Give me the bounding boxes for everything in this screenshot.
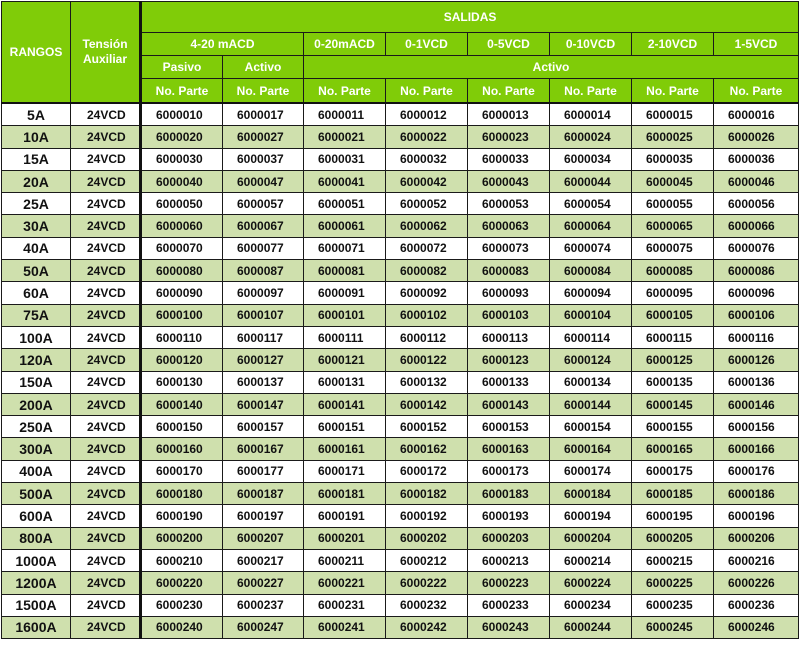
tension-cell: 24VCD bbox=[71, 304, 141, 326]
table-row bbox=[2, 393, 799, 415]
part-number-cell: 6000136 bbox=[714, 371, 799, 393]
part-number-cell: 6000047 bbox=[223, 170, 304, 192]
tension-cell: 24VCD bbox=[71, 527, 141, 549]
part-number-cell: 6000246 bbox=[714, 616, 799, 638]
part-number-cell: 6000102 bbox=[386, 304, 468, 326]
header-part-number: No. Parte bbox=[141, 79, 223, 104]
rango-cell: 800A bbox=[2, 527, 71, 549]
part-number-cell: 6000172 bbox=[386, 460, 468, 482]
tension-cell: 24VCD bbox=[71, 193, 141, 215]
header-part-number: No. Parte bbox=[386, 79, 468, 104]
part-number-cell: 6000224 bbox=[550, 572, 632, 594]
tension-cell: 24VCD bbox=[71, 349, 141, 371]
part-number-cell: 6000027 bbox=[223, 126, 304, 148]
part-number-cell: 6000201 bbox=[304, 527, 386, 549]
part-number-cell: 6000055 bbox=[632, 193, 714, 215]
table-row bbox=[2, 416, 799, 438]
rango-cell: 25A bbox=[2, 193, 71, 215]
part-number-cell: 6000064 bbox=[550, 215, 632, 237]
part-number-cell: 6000014 bbox=[550, 103, 632, 126]
header-activo: Activo bbox=[223, 56, 304, 79]
part-number-cell: 6000234 bbox=[550, 594, 632, 616]
part-number-cell: 6000025 bbox=[632, 126, 714, 148]
rango-cell: 1000A bbox=[2, 549, 71, 571]
header-output-0-5v: 0-5VCD bbox=[468, 33, 550, 56]
part-number-cell: 6000181 bbox=[304, 483, 386, 505]
part-number-cell: 6000043 bbox=[468, 170, 550, 192]
part-number-cell: 6000121 bbox=[304, 349, 386, 371]
table-row bbox=[2, 126, 799, 148]
tension-cell: 24VCD bbox=[71, 326, 141, 348]
part-number-cell: 6000144 bbox=[550, 393, 632, 415]
part-number-cell: 6000203 bbox=[468, 527, 550, 549]
part-number-cell: 6000216 bbox=[714, 549, 799, 571]
table-row bbox=[2, 572, 799, 594]
part-number-cell: 6000222 bbox=[386, 572, 468, 594]
part-number-cell: 6000065 bbox=[632, 215, 714, 237]
part-number-cell: 6000060 bbox=[141, 215, 223, 237]
table-row bbox=[2, 193, 799, 215]
table-row bbox=[2, 594, 799, 616]
tension-cell: 24VCD bbox=[71, 549, 141, 571]
part-number-cell: 6000143 bbox=[468, 393, 550, 415]
table-row bbox=[2, 460, 799, 482]
part-number-cell: 6000080 bbox=[141, 260, 223, 282]
part-number-cell: 6000076 bbox=[714, 237, 799, 259]
part-number-cell: 6000100 bbox=[141, 304, 223, 326]
part-number-cell: 6000087 bbox=[223, 260, 304, 282]
tension-cell: 24VCD bbox=[71, 371, 141, 393]
table-row bbox=[2, 326, 799, 348]
part-number-cell: 6000091 bbox=[304, 282, 386, 304]
part-number-cell: 6000154 bbox=[550, 416, 632, 438]
part-number-cell: 6000125 bbox=[632, 349, 714, 371]
part-number-cell: 6000236 bbox=[714, 594, 799, 616]
part-number-cell: 6000021 bbox=[304, 126, 386, 148]
table-row bbox=[2, 237, 799, 259]
part-number-cell: 6000090 bbox=[141, 282, 223, 304]
tension-cell: 24VCD bbox=[71, 260, 141, 282]
part-number-cell: 6000192 bbox=[386, 505, 468, 527]
rango-cell: 50A bbox=[2, 260, 71, 282]
part-number-cell: 6000241 bbox=[304, 616, 386, 638]
part-number-cell: 6000233 bbox=[468, 594, 550, 616]
part-number-cell: 6000223 bbox=[468, 572, 550, 594]
rango-cell: 75A bbox=[2, 304, 71, 326]
part-number-cell: 6000151 bbox=[304, 416, 386, 438]
part-number-cell: 6000132 bbox=[386, 371, 468, 393]
part-number-cell: 6000127 bbox=[223, 349, 304, 371]
part-number-cell: 6000182 bbox=[386, 483, 468, 505]
part-number-cell: 6000175 bbox=[632, 460, 714, 482]
part-number-cell: 6000156 bbox=[714, 416, 799, 438]
part-number-cell: 6000113 bbox=[468, 326, 550, 348]
part-number-cell: 6000015 bbox=[632, 103, 714, 126]
part-number-cell: 6000187 bbox=[223, 483, 304, 505]
part-number-cell: 6000093 bbox=[468, 282, 550, 304]
rango-cell: 40A bbox=[2, 237, 71, 259]
table-row bbox=[2, 549, 799, 571]
part-number-cell: 6000062 bbox=[386, 215, 468, 237]
part-number-cell: 6000164 bbox=[550, 438, 632, 460]
table-row bbox=[2, 438, 799, 460]
part-number-cell: 6000041 bbox=[304, 170, 386, 192]
header-rangos: RANGOS bbox=[2, 2, 71, 104]
part-number-cell: 6000231 bbox=[304, 594, 386, 616]
part-number-cell: 6000140 bbox=[141, 393, 223, 415]
part-number-cell: 6000165 bbox=[632, 438, 714, 460]
part-number-cell: 6000016 bbox=[714, 103, 799, 126]
part-number-cell: 6000205 bbox=[632, 527, 714, 549]
part-number-cell: 6000044 bbox=[550, 170, 632, 192]
part-number-cell: 6000244 bbox=[550, 616, 632, 638]
part-number-cell: 6000237 bbox=[223, 594, 304, 616]
part-number-cell: 6000094 bbox=[550, 282, 632, 304]
part-number-cell: 6000194 bbox=[550, 505, 632, 527]
table-row bbox=[2, 148, 799, 170]
part-number-cell: 6000213 bbox=[468, 549, 550, 571]
part-number-cell: 6000176 bbox=[714, 460, 799, 482]
tension-cell: 24VCD bbox=[71, 483, 141, 505]
part-number-cell: 6000052 bbox=[386, 193, 468, 215]
part-number-cell: 6000105 bbox=[632, 304, 714, 326]
rango-cell: 10A bbox=[2, 126, 71, 148]
tension-cell: 24VCD bbox=[71, 438, 141, 460]
part-number-cell: 6000057 bbox=[223, 193, 304, 215]
header-pasivo: Pasivo bbox=[141, 56, 223, 79]
part-number-cell: 6000210 bbox=[141, 549, 223, 571]
tension-cell: 24VCD bbox=[71, 505, 141, 527]
part-number-cell: 6000166 bbox=[714, 438, 799, 460]
table-row bbox=[2, 282, 799, 304]
table-row bbox=[2, 215, 799, 237]
table-row bbox=[2, 170, 799, 192]
part-number-cell: 6000051 bbox=[304, 193, 386, 215]
part-number-cell: 6000134 bbox=[550, 371, 632, 393]
part-number-cell: 6000130 bbox=[141, 371, 223, 393]
tension-cell: 24VCD bbox=[71, 126, 141, 148]
part-number-cell: 6000101 bbox=[304, 304, 386, 326]
part-number-cell: 6000123 bbox=[468, 349, 550, 371]
part-number-cell: 6000035 bbox=[632, 148, 714, 170]
part-number-cell: 6000190 bbox=[141, 505, 223, 527]
part-number-cell: 6000092 bbox=[386, 282, 468, 304]
tension-cell: 24VCD bbox=[71, 103, 141, 126]
header-output-0-1v: 0-1VCD bbox=[386, 33, 468, 56]
part-number-cell: 6000215 bbox=[632, 549, 714, 571]
part-number-cell: 6000026 bbox=[714, 126, 799, 148]
part-number-cell: 6000011 bbox=[304, 103, 386, 126]
part-number-cell: 6000141 bbox=[304, 393, 386, 415]
part-number-cell: 6000133 bbox=[468, 371, 550, 393]
part-number-cell: 6000146 bbox=[714, 393, 799, 415]
rango-cell: 200A bbox=[2, 393, 71, 415]
part-number-cell: 6000137 bbox=[223, 371, 304, 393]
rango-cell: 15A bbox=[2, 148, 71, 170]
part-number-cell: 6000036 bbox=[714, 148, 799, 170]
rango-cell: 1500A bbox=[2, 594, 71, 616]
part-number-cell: 6000150 bbox=[141, 416, 223, 438]
part-number-cell: 6000067 bbox=[223, 215, 304, 237]
part-number-cell: 6000072 bbox=[386, 237, 468, 259]
header-part-number: No. Parte bbox=[714, 79, 799, 104]
part-number-cell: 6000112 bbox=[386, 326, 468, 348]
header-part-number: No. Parte bbox=[550, 79, 632, 104]
part-number-cell: 6000073 bbox=[468, 237, 550, 259]
tension-cell: 24VCD bbox=[71, 215, 141, 237]
part-number-cell: 6000163 bbox=[468, 438, 550, 460]
parts-table bbox=[1, 1, 799, 639]
part-number-cell: 6000200 bbox=[141, 527, 223, 549]
part-number-cell: 6000157 bbox=[223, 416, 304, 438]
part-number-cell: 6000124 bbox=[550, 349, 632, 371]
part-number-cell: 6000056 bbox=[714, 193, 799, 215]
header-part-number: No. Parte bbox=[304, 79, 386, 104]
part-number-cell: 6000066 bbox=[714, 215, 799, 237]
part-number-cell: 6000075 bbox=[632, 237, 714, 259]
part-number-cell: 6000197 bbox=[223, 505, 304, 527]
part-number-cell: 6000012 bbox=[386, 103, 468, 126]
table-row bbox=[2, 483, 799, 505]
part-number-cell: 6000131 bbox=[304, 371, 386, 393]
part-number-cell: 6000145 bbox=[632, 393, 714, 415]
header-tension-line1: Tensión bbox=[82, 37, 128, 51]
part-number-cell: 6000115 bbox=[632, 326, 714, 348]
table-row bbox=[2, 304, 799, 326]
part-number-cell: 6000106 bbox=[714, 304, 799, 326]
rango-cell: 5A bbox=[2, 103, 71, 126]
tension-cell: 24VCD bbox=[71, 148, 141, 170]
part-number-cell: 6000240 bbox=[141, 616, 223, 638]
part-number-cell: 6000086 bbox=[714, 260, 799, 282]
part-number-cell: 6000193 bbox=[468, 505, 550, 527]
part-number-cell: 6000177 bbox=[223, 460, 304, 482]
part-number-cell: 6000110 bbox=[141, 326, 223, 348]
part-number-cell: 6000243 bbox=[468, 616, 550, 638]
table-row bbox=[2, 616, 799, 638]
header-output-0-20ma: 0-20mACD bbox=[304, 33, 386, 56]
header-output-1-5v: 1-5VCD bbox=[714, 33, 799, 56]
part-number-cell: 6000225 bbox=[632, 572, 714, 594]
part-number-cell: 6000054 bbox=[550, 193, 632, 215]
part-number-cell: 6000155 bbox=[632, 416, 714, 438]
table-row bbox=[2, 260, 799, 282]
part-number-cell: 6000126 bbox=[714, 349, 799, 371]
part-number-cell: 6000242 bbox=[386, 616, 468, 638]
part-number-cell: 6000185 bbox=[632, 483, 714, 505]
part-number-cell: 6000042 bbox=[386, 170, 468, 192]
part-number-cell: 6000107 bbox=[223, 304, 304, 326]
table-row bbox=[2, 349, 799, 371]
part-number-cell: 6000071 bbox=[304, 237, 386, 259]
header-tension-line2: Auxiliar bbox=[82, 52, 127, 66]
table-body bbox=[2, 103, 799, 639]
part-number-cell: 6000122 bbox=[386, 349, 468, 371]
header-salidas: SALIDAS bbox=[141, 2, 799, 33]
part-number-cell: 6000031 bbox=[304, 148, 386, 170]
part-number-cell: 6000081 bbox=[304, 260, 386, 282]
part-number-cell: 6000227 bbox=[223, 572, 304, 594]
part-number-cell: 6000142 bbox=[386, 393, 468, 415]
header-tension-auxiliar bbox=[71, 2, 141, 104]
part-number-cell: 6000226 bbox=[714, 572, 799, 594]
part-number-cell: 6000010 bbox=[141, 103, 223, 126]
rango-cell: 500A bbox=[2, 483, 71, 505]
table-header bbox=[2, 2, 799, 104]
header-part-number: No. Parte bbox=[468, 79, 550, 104]
rango-cell: 600A bbox=[2, 505, 71, 527]
part-number-cell: 6000020 bbox=[141, 126, 223, 148]
header-output-4-20ma: 4-20 mACD bbox=[141, 33, 304, 56]
part-number-cell: 6000095 bbox=[632, 282, 714, 304]
rango-cell: 300A bbox=[2, 438, 71, 460]
part-number-cell: 6000235 bbox=[632, 594, 714, 616]
part-number-cell: 6000034 bbox=[550, 148, 632, 170]
rango-cell: 1600A bbox=[2, 616, 71, 638]
part-number-cell: 6000030 bbox=[141, 148, 223, 170]
part-number-cell: 6000083 bbox=[468, 260, 550, 282]
part-number-cell: 6000245 bbox=[632, 616, 714, 638]
header-part-number: No. Parte bbox=[223, 79, 304, 104]
part-number-cell: 6000232 bbox=[386, 594, 468, 616]
part-number-cell: 6000247 bbox=[223, 616, 304, 638]
tension-cell: 24VCD bbox=[71, 460, 141, 482]
part-number-cell: 6000053 bbox=[468, 193, 550, 215]
parts-table-container bbox=[1, 1, 798, 639]
rango-cell: 120A bbox=[2, 349, 71, 371]
part-number-cell: 6000114 bbox=[550, 326, 632, 348]
part-number-cell: 6000084 bbox=[550, 260, 632, 282]
part-number-cell: 6000207 bbox=[223, 527, 304, 549]
rango-cell: 100A bbox=[2, 326, 71, 348]
rango-cell: 250A bbox=[2, 416, 71, 438]
part-number-cell: 6000184 bbox=[550, 483, 632, 505]
part-number-cell: 6000167 bbox=[223, 438, 304, 460]
part-number-cell: 6000037 bbox=[223, 148, 304, 170]
part-number-cell: 6000171 bbox=[304, 460, 386, 482]
part-number-cell: 6000170 bbox=[141, 460, 223, 482]
table-row bbox=[2, 371, 799, 393]
part-number-cell: 6000186 bbox=[714, 483, 799, 505]
part-number-cell: 6000217 bbox=[223, 549, 304, 571]
tension-cell: 24VCD bbox=[71, 170, 141, 192]
part-number-cell: 6000162 bbox=[386, 438, 468, 460]
part-number-cell: 6000221 bbox=[304, 572, 386, 594]
part-number-cell: 6000040 bbox=[141, 170, 223, 192]
part-number-cell: 6000061 bbox=[304, 215, 386, 237]
tension-cell: 24VCD bbox=[71, 237, 141, 259]
part-number-cell: 6000230 bbox=[141, 594, 223, 616]
header-part-number: No. Parte bbox=[632, 79, 714, 104]
part-number-cell: 6000017 bbox=[223, 103, 304, 126]
rango-cell: 400A bbox=[2, 460, 71, 482]
tension-cell: 24VCD bbox=[71, 594, 141, 616]
part-number-cell: 6000032 bbox=[386, 148, 468, 170]
table-row bbox=[2, 103, 799, 126]
part-number-cell: 6000045 bbox=[632, 170, 714, 192]
rango-cell: 150A bbox=[2, 371, 71, 393]
tension-cell: 24VCD bbox=[71, 393, 141, 415]
part-number-cell: 6000153 bbox=[468, 416, 550, 438]
part-number-cell: 6000104 bbox=[550, 304, 632, 326]
part-number-cell: 6000046 bbox=[714, 170, 799, 192]
tension-cell: 24VCD bbox=[71, 616, 141, 638]
part-number-cell: 6000063 bbox=[468, 215, 550, 237]
part-number-cell: 6000013 bbox=[468, 103, 550, 126]
part-number-cell: 6000220 bbox=[141, 572, 223, 594]
part-number-cell: 6000206 bbox=[714, 527, 799, 549]
rango-cell: 60A bbox=[2, 282, 71, 304]
part-number-cell: 6000212 bbox=[386, 549, 468, 571]
part-number-cell: 6000174 bbox=[550, 460, 632, 482]
part-number-cell: 6000160 bbox=[141, 438, 223, 460]
rango-cell: 20A bbox=[2, 170, 71, 192]
part-number-cell: 6000096 bbox=[714, 282, 799, 304]
part-number-cell: 6000023 bbox=[468, 126, 550, 148]
part-number-cell: 6000183 bbox=[468, 483, 550, 505]
part-number-cell: 6000152 bbox=[386, 416, 468, 438]
header-output-0-10v: 0-10VCD bbox=[550, 33, 632, 56]
part-number-cell: 6000202 bbox=[386, 527, 468, 549]
header-output-2-10v: 2-10VCD bbox=[632, 33, 714, 56]
tension-cell: 24VCD bbox=[71, 416, 141, 438]
part-number-cell: 6000077 bbox=[223, 237, 304, 259]
part-number-cell: 6000204 bbox=[550, 527, 632, 549]
part-number-cell: 6000024 bbox=[550, 126, 632, 148]
part-number-cell: 6000214 bbox=[550, 549, 632, 571]
part-number-cell: 6000117 bbox=[223, 326, 304, 348]
part-number-cell: 6000135 bbox=[632, 371, 714, 393]
part-number-cell: 6000070 bbox=[141, 237, 223, 259]
header-activo-span: Activo bbox=[304, 56, 799, 79]
part-number-cell: 6000074 bbox=[550, 237, 632, 259]
part-number-cell: 6000173 bbox=[468, 460, 550, 482]
part-number-cell: 6000147 bbox=[223, 393, 304, 415]
part-number-cell: 6000022 bbox=[386, 126, 468, 148]
part-number-cell: 6000195 bbox=[632, 505, 714, 527]
part-number-cell: 6000085 bbox=[632, 260, 714, 282]
part-number-cell: 6000097 bbox=[223, 282, 304, 304]
part-number-cell: 6000103 bbox=[468, 304, 550, 326]
rango-cell: 1200A bbox=[2, 572, 71, 594]
part-number-cell: 6000033 bbox=[468, 148, 550, 170]
part-number-cell: 6000050 bbox=[141, 193, 223, 215]
part-number-cell: 6000196 bbox=[714, 505, 799, 527]
part-number-cell: 6000120 bbox=[141, 349, 223, 371]
part-number-cell: 6000211 bbox=[304, 549, 386, 571]
part-number-cell: 6000191 bbox=[304, 505, 386, 527]
table-row bbox=[2, 527, 799, 549]
part-number-cell: 6000082 bbox=[386, 260, 468, 282]
tension-cell: 24VCD bbox=[71, 572, 141, 594]
rango-cell: 30A bbox=[2, 215, 71, 237]
part-number-cell: 6000180 bbox=[141, 483, 223, 505]
part-number-cell: 6000161 bbox=[304, 438, 386, 460]
table-row bbox=[2, 505, 799, 527]
tension-cell: 24VCD bbox=[71, 282, 141, 304]
part-number-cell: 6000111 bbox=[304, 326, 386, 348]
part-number-cell: 6000116 bbox=[714, 326, 799, 348]
